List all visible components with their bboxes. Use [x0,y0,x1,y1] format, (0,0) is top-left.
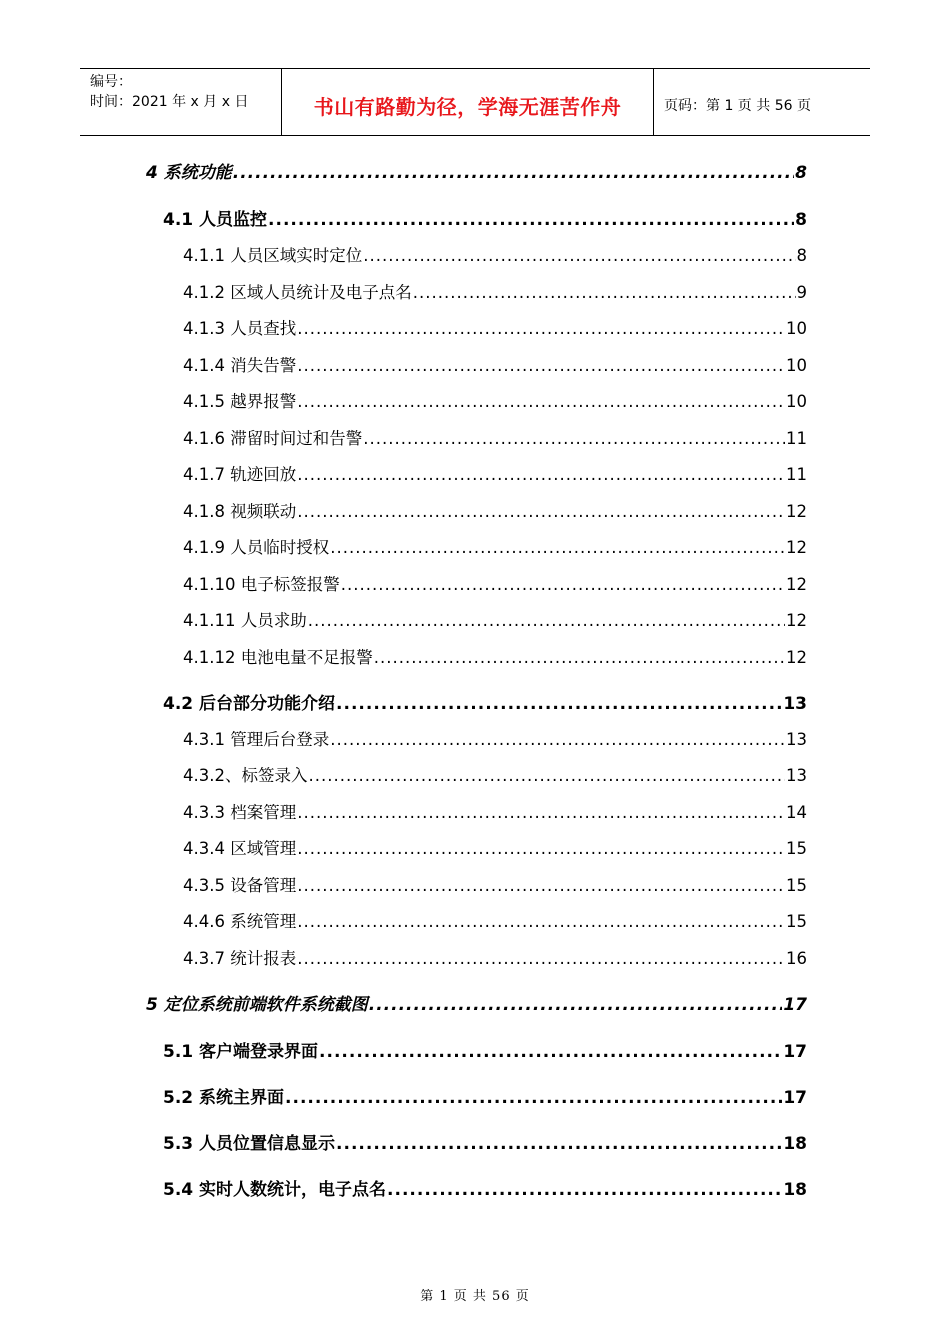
toc-entry-page: 8 [796,246,807,265]
toc-entry[interactable] [183,872,807,896]
toc-entry-label: 5.4 实时人数统计，电子点名 [163,1180,387,1200]
toc-dot-leader [297,949,785,968]
toc-dot-leader [308,766,785,785]
toc-entry[interactable] [146,990,807,1015]
toc-entry-label: 4.1.10 电子标签报警 [183,575,340,594]
toc-entry[interactable] [183,242,807,266]
toc-entry-label: 4.1.1 人员区域实时定位 [183,246,363,265]
toc-dot-leader [308,611,785,630]
toc-entry-page: 16 [786,949,807,968]
toc-dot-leader [363,246,795,265]
toc-dot-leader [374,648,785,667]
toc-entry-label: 4.3.5 设备管理 [183,876,297,895]
toc-entry[interactable] [163,1037,807,1062]
toc-dot-leader [268,210,794,230]
toc-entry[interactable] [146,158,807,183]
toc-entry-label: 4.1.6 滞留时间过和告警 [183,429,363,448]
toc-dot-leader [319,1042,782,1062]
toc-dot-leader [297,319,785,338]
toc-dot-leader [387,1180,782,1200]
header-motto-cell [282,69,654,135]
toc-entry-page: 12 [786,575,807,594]
toc-entry-label: 4.1.11 人员求助 [183,611,307,630]
toc-dot-leader [336,1134,782,1154]
toc-dot-leader [297,502,785,521]
toc-entry-label: 4.1 人员监控 [163,210,268,230]
toc-dot-leader [297,839,785,858]
document-date-label: 时间：2021 年 x 月 x 日 [90,94,249,110]
toc-dot-leader [330,538,785,557]
toc-entry-page: 10 [786,356,807,375]
toc-entry-label: 4.2 后台部分功能介绍 [163,694,336,714]
toc-entry-page: 8 [795,210,807,230]
toc-entry[interactable] [183,945,807,969]
toc-entry-page: 15 [786,839,807,858]
toc-entry-label: 4.1.9 人员临时授权 [183,538,330,557]
toc-entry[interactable] [183,279,807,303]
toc-entry-page: 18 [783,1134,807,1154]
toc-dot-leader [297,876,785,895]
toc-entry-page: 18 [783,1180,807,1200]
toc-entry-label: 4.3.3 档案管理 [183,803,297,822]
header-page-info: 页码：第 1 页 共 56 页 [664,98,811,114]
toc-dot-leader [336,694,782,714]
toc-entry[interactable] [183,799,807,823]
toc-dot-leader [413,283,796,302]
toc-dot-leader [297,465,785,484]
toc-entry[interactable] [183,571,807,595]
toc-entry[interactable] [163,1129,807,1154]
toc-entry-label: 4.3.1 管理后台登录 [183,730,330,749]
header-page-cell [654,69,870,135]
toc-entry-label: 4.1.2 区域人员统计及电子点名 [183,283,412,302]
toc-entry[interactable] [183,607,807,631]
toc-entry[interactable] [183,461,807,485]
toc-entry-label: 4 系统功能 [146,163,232,183]
toc-dot-leader [297,912,785,931]
toc-entry-page: 13 [783,694,807,714]
toc-entry-page: 14 [786,803,807,822]
toc-entry-page: 12 [786,538,807,557]
toc-entry[interactable] [183,352,807,376]
toc-entry-page: 12 [786,502,807,521]
toc-entry-page: 12 [786,648,807,667]
toc-dot-leader [363,429,785,448]
toc-entry[interactable] [183,644,807,668]
toc-entry-page: 15 [786,912,807,931]
toc-entry-page: 11 [786,429,807,448]
toc-entry-label: 5.3 人员位置信息显示 [163,1134,336,1154]
toc-entry[interactable] [183,498,807,522]
toc-entry-label: 4.1.4 消失告警 [183,356,297,375]
toc-entry[interactable] [163,1175,807,1200]
toc-entry-label: 4.4.6 系统管理 [183,912,297,931]
toc-entry-label: 4.3.2、标签录入 [183,766,308,785]
toc-entry-label: 4.3.7 统计报表 [183,949,297,968]
toc-entry-page: 17 [783,1042,807,1062]
toc-entry-page: 13 [786,766,807,785]
toc-entry-label: 4.1.7 轨迹回放 [183,465,297,484]
toc-entry-page: 10 [786,319,807,338]
toc-entry-label: 5 定位系统前端软件系统截图 [146,995,368,1015]
page-header-table [80,68,870,136]
toc-entry[interactable] [183,315,807,339]
toc-entry[interactable] [163,1083,807,1108]
toc-entry-label: 4.1.12 电池电量不足报警 [183,648,373,667]
toc-dot-leader [341,575,785,594]
toc-entry-label: 4.1.5 越界报警 [183,392,297,411]
toc-entry[interactable] [183,835,807,859]
toc-entry-page: 10 [786,392,807,411]
toc-entry[interactable] [183,534,807,558]
toc-entry-page: 17 [783,1088,807,1108]
toc-entry-page: 12 [786,611,807,630]
toc-dot-leader [369,995,783,1015]
toc-dot-leader [330,730,785,749]
toc-entry-page: 9 [796,283,807,302]
toc-entry[interactable] [183,908,807,932]
toc-entry-label: 4.1.8 视频联动 [183,502,297,521]
document-number-label: 编号： [90,74,132,90]
header-meta-cell [80,69,282,135]
toc-entry-label: 5.1 客户端登录界面 [163,1042,319,1062]
toc-dot-leader [297,803,785,822]
toc-entry-label: 4.1.3 人员查找 [183,319,297,338]
toc-dot-leader [285,1088,782,1108]
toc-entry[interactable] [163,205,807,230]
toc-entry-page: 13 [786,730,807,749]
toc-entry-page: 15 [786,876,807,895]
toc-entry[interactable] [183,726,807,750]
toc-entry-label: 5.2 系统主界面 [163,1088,285,1108]
toc-entry-label: 4.3.4 区域管理 [183,839,297,858]
toc-entry[interactable] [183,425,807,449]
header-motto: 书山有路勤为径，学海无涯苦作舟 [313,95,622,119]
toc-entry-page: 8 [795,163,807,183]
page-footer: 第 1 页 共 56 页 [420,1289,530,1304]
toc-entry-page: 11 [786,465,807,484]
toc-entry-page: 17 [783,995,807,1015]
toc-dot-leader [297,356,785,375]
toc-dot-leader [233,163,794,183]
toc-entry[interactable] [183,762,807,786]
toc-entry[interactable] [183,388,807,412]
toc-dot-leader [297,392,785,411]
toc-entry[interactable] [163,689,807,714]
